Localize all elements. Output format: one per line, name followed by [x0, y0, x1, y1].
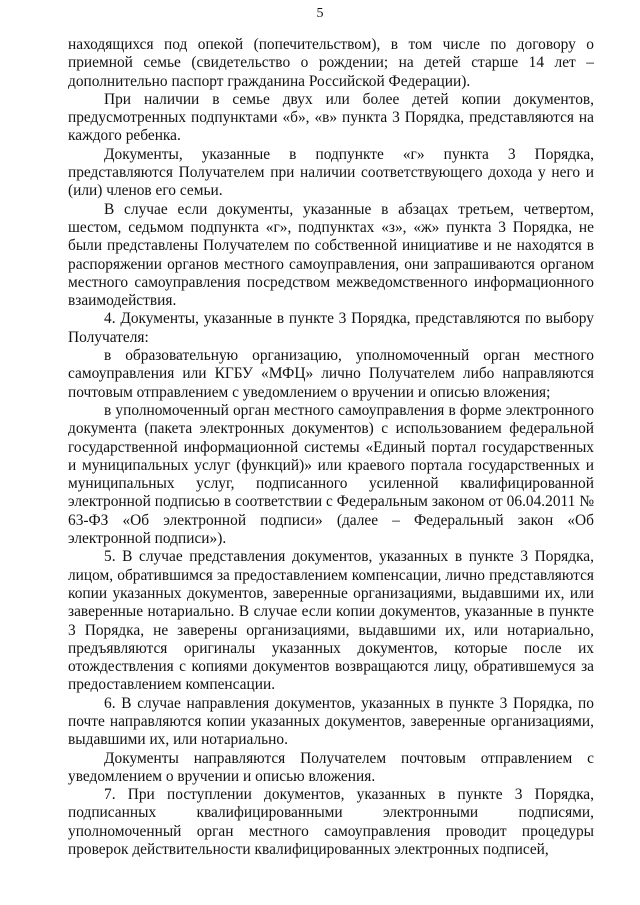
paragraph-submission-in-person: в образовательную организацию, уполномоченный орган местного самоуправления или КГБУ «МФЦ» лично Получателем либо направляются почтовым отправлением с уведомлением о вручении и описью вложения; — [68, 347, 594, 401]
paragraph-item-4: 4. Документы, указанные в пункте 3 Порядка, представляются по выбору Получателя: — [68, 310, 594, 346]
paragraph-income-docs: Документы, указанные в подпункте «г» пункта 3 Порядка, представляются Получателем при наличии соответствующего дохода у него и (или) членов его семьи. — [68, 145, 594, 200]
paragraph-interagency-request: В случае если документы, указанные в абзацах третьем, четвертом, шестом, седьмом подпункта «г», подпунктах «з», «ж» пункта 3 Порядка, не были представлены Получателем по собственной инициативе и не находятся в распоряжении органов местного самоуправления, они запрашиваются органом местного самоуправления посредством межведомственного информационного взаимодействия. — [68, 200, 594, 310]
paragraph-submission-electronic: в уполномоченный орган местного самоуправления в форме электронного документа (пакета электронных документов) с использованием федеральной государственной информационной системы «Единый портал государственных и муниципальных услуг (функций)» или краевого портала государственных и муниципальных услуг, подписанного усиленной квалифицированной электронной подписью в соответствии с Федеральным законом от 06.04.2011 № 63-ФЗ «Об электронной подписи» (далее – Федеральный закон «Об электронной подписи»). — [68, 401, 594, 548]
paragraph-item-7: 7. При поступлении документов, указанных в пункте 3 Порядка, подписанных квалифицированными электронными подписями, уполномоченный орган местного самоуправления проводит процедуры проверок действительности квалифицированных электронных подписей, — [68, 786, 594, 859]
paragraph-item-6: 6. В случае направления документов, указанных в пункте 3 Порядка, по почте направляются копии указанных документов, заверенные организациями, выдавшими их, или нотариально. — [68, 694, 594, 749]
paragraph-guardianship-docs: находящихся под опекой (попечительством), в том числе по договору о приемной семье (свидетельство о рождении; на детей старше 14 лет – дополнительно паспорт гражданина Российской Федерации). — [68, 36, 594, 90]
paragraph-item-5: 5. В случае представления документов, указанных в пункте 3 Порядка, лицом, обратившимся за предоставлением компенсации, лично представляются копии указанных документов, заверенные организациями, выдавшими их, или заверенные нотариально. В случае если копии документов, указанные в пункте 3 Порядка, не заверены организациями, выдавшими их, или нотариально, предъявляются оригиналы указанных документов, которые после их отождествления с копиями документов возвращаются лицу, обратившемуся за предоставлением компенсации. — [68, 548, 594, 694]
paragraph-postal-submission: Документы направляются Получателем почтовым отправлением с уведомлением о вручении и описью вложения. — [68, 749, 594, 785]
document-body — [68, 36, 594, 859]
page-number: 5 — [316, 6, 324, 21]
paragraph-multiple-children: При наличии в семье двух или более детей копии документов, предусмотренных подпунктами «б», «в» пункта 3 Порядка, представляются на каждого ребенка. — [68, 90, 594, 145]
